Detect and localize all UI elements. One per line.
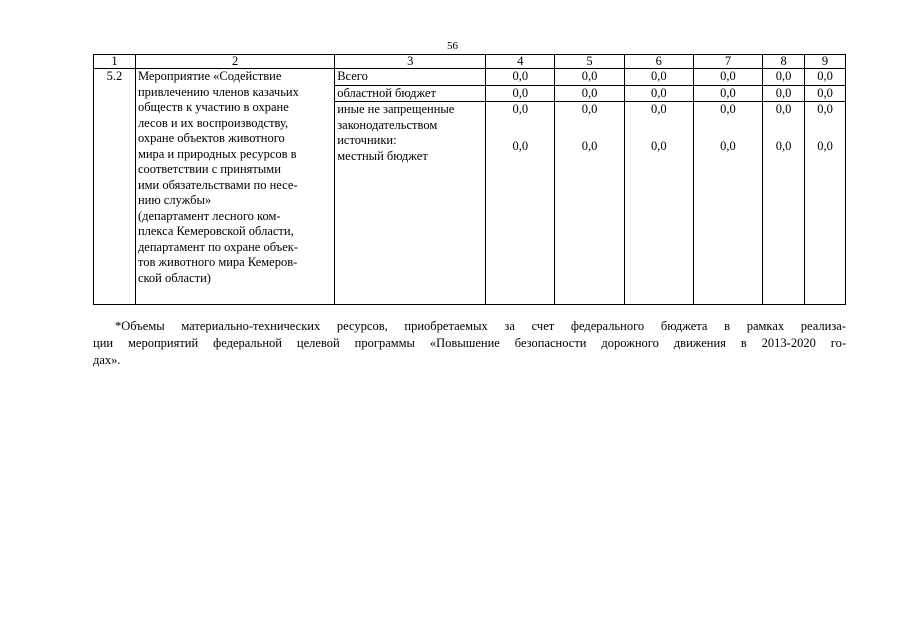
source-label-line: иные не запрещенные [337,102,455,116]
description-line: ской области) [137,270,211,285]
value-text: 0,0 [581,102,598,116]
value-text: 0,0 [817,138,833,153]
description-line: охране объектов животного [137,131,285,145]
footnote-line: ции мероприятий федеральной целевой программы «Повышение безопасности дорожного движения в 2013-2020 го- [93,336,846,350]
value-text: 0,0 [720,102,736,116]
row-number: 5.2 [94,69,136,305]
description-line: (департамент лесного ком- [137,208,281,223]
description-line: нию службы» [137,193,212,207]
resources-table [93,54,846,305]
source-label-line: источники: [337,133,397,147]
value-cell: 0,0 [693,85,762,102]
description-line: тов животного мира Кемеров- [137,255,298,269]
value-cell: 0,0 [805,85,846,102]
row-description [135,69,334,305]
source-label: областной бюджет [335,85,486,102]
header-cell: 6 [624,55,693,69]
header-cell: 1 [94,55,136,69]
footnote-line: *Объемы материально-технических ресурсов, приобретаемых за счет федерального бюджета в рамках реализа- [115,319,846,333]
value-cell [624,102,693,305]
source-label-line: законодательством [337,117,438,132]
description-line: плекса Кемеровской области, [137,224,294,238]
value-text: 0,0 [817,102,833,116]
value-text: 0,0 [650,102,667,116]
value-cell: 0,0 [486,69,555,86]
value-text: 0,0 [512,138,529,153]
header-cell: 5 [555,55,624,69]
value-cell [693,102,762,305]
value-text: 0,0 [512,102,529,116]
value-cell: 0,0 [805,69,846,86]
description-line: обществ к участию в охране [137,100,289,114]
value-text: 0,0 [775,102,792,116]
description-line: департамент по охране объек- [137,239,299,254]
value-text: 0,0 [775,138,792,153]
footnote-line: дах». [93,353,121,367]
header-cell: 7 [693,55,762,69]
table-header-row [94,55,846,69]
header-cell: 4 [486,55,555,69]
value-cell: 0,0 [763,85,805,102]
value-cell: 0,0 [624,85,693,102]
source-label: Всего [335,69,486,86]
description-line: ими обязательствами по несе- [137,177,298,192]
source-label [335,102,486,305]
value-text: 0,0 [720,138,736,153]
value-text: 0,0 [650,138,667,153]
header-cell: 8 [763,55,805,69]
description-line: Мероприятие «Содействие [137,69,282,83]
description-line: привлечению членов казачьих [137,84,299,99]
header-cell: 3 [335,55,486,69]
value-text: 0,0 [581,138,598,153]
footnote [93,318,846,369]
description-line: лесов и их воспроизводству, [137,115,289,130]
value-cell: 0,0 [763,69,805,86]
table-row [94,69,846,86]
value-cell [486,102,555,305]
value-cell [763,102,805,305]
value-cell [555,102,624,305]
value-cell: 0,0 [555,69,624,86]
page-number: 56 [447,40,458,52]
value-cell [805,102,846,305]
source-label-line: местный бюджет [337,148,428,163]
value-cell: 0,0 [624,69,693,86]
description-line: мира и природных ресурсов в [137,146,297,161]
header-cell: 2 [135,55,334,69]
header-cell: 9 [805,55,846,69]
value-cell: 0,0 [693,69,762,86]
value-cell: 0,0 [486,85,555,102]
value-cell: 0,0 [555,85,624,102]
description-line: соответствии с принятыми [137,162,281,176]
